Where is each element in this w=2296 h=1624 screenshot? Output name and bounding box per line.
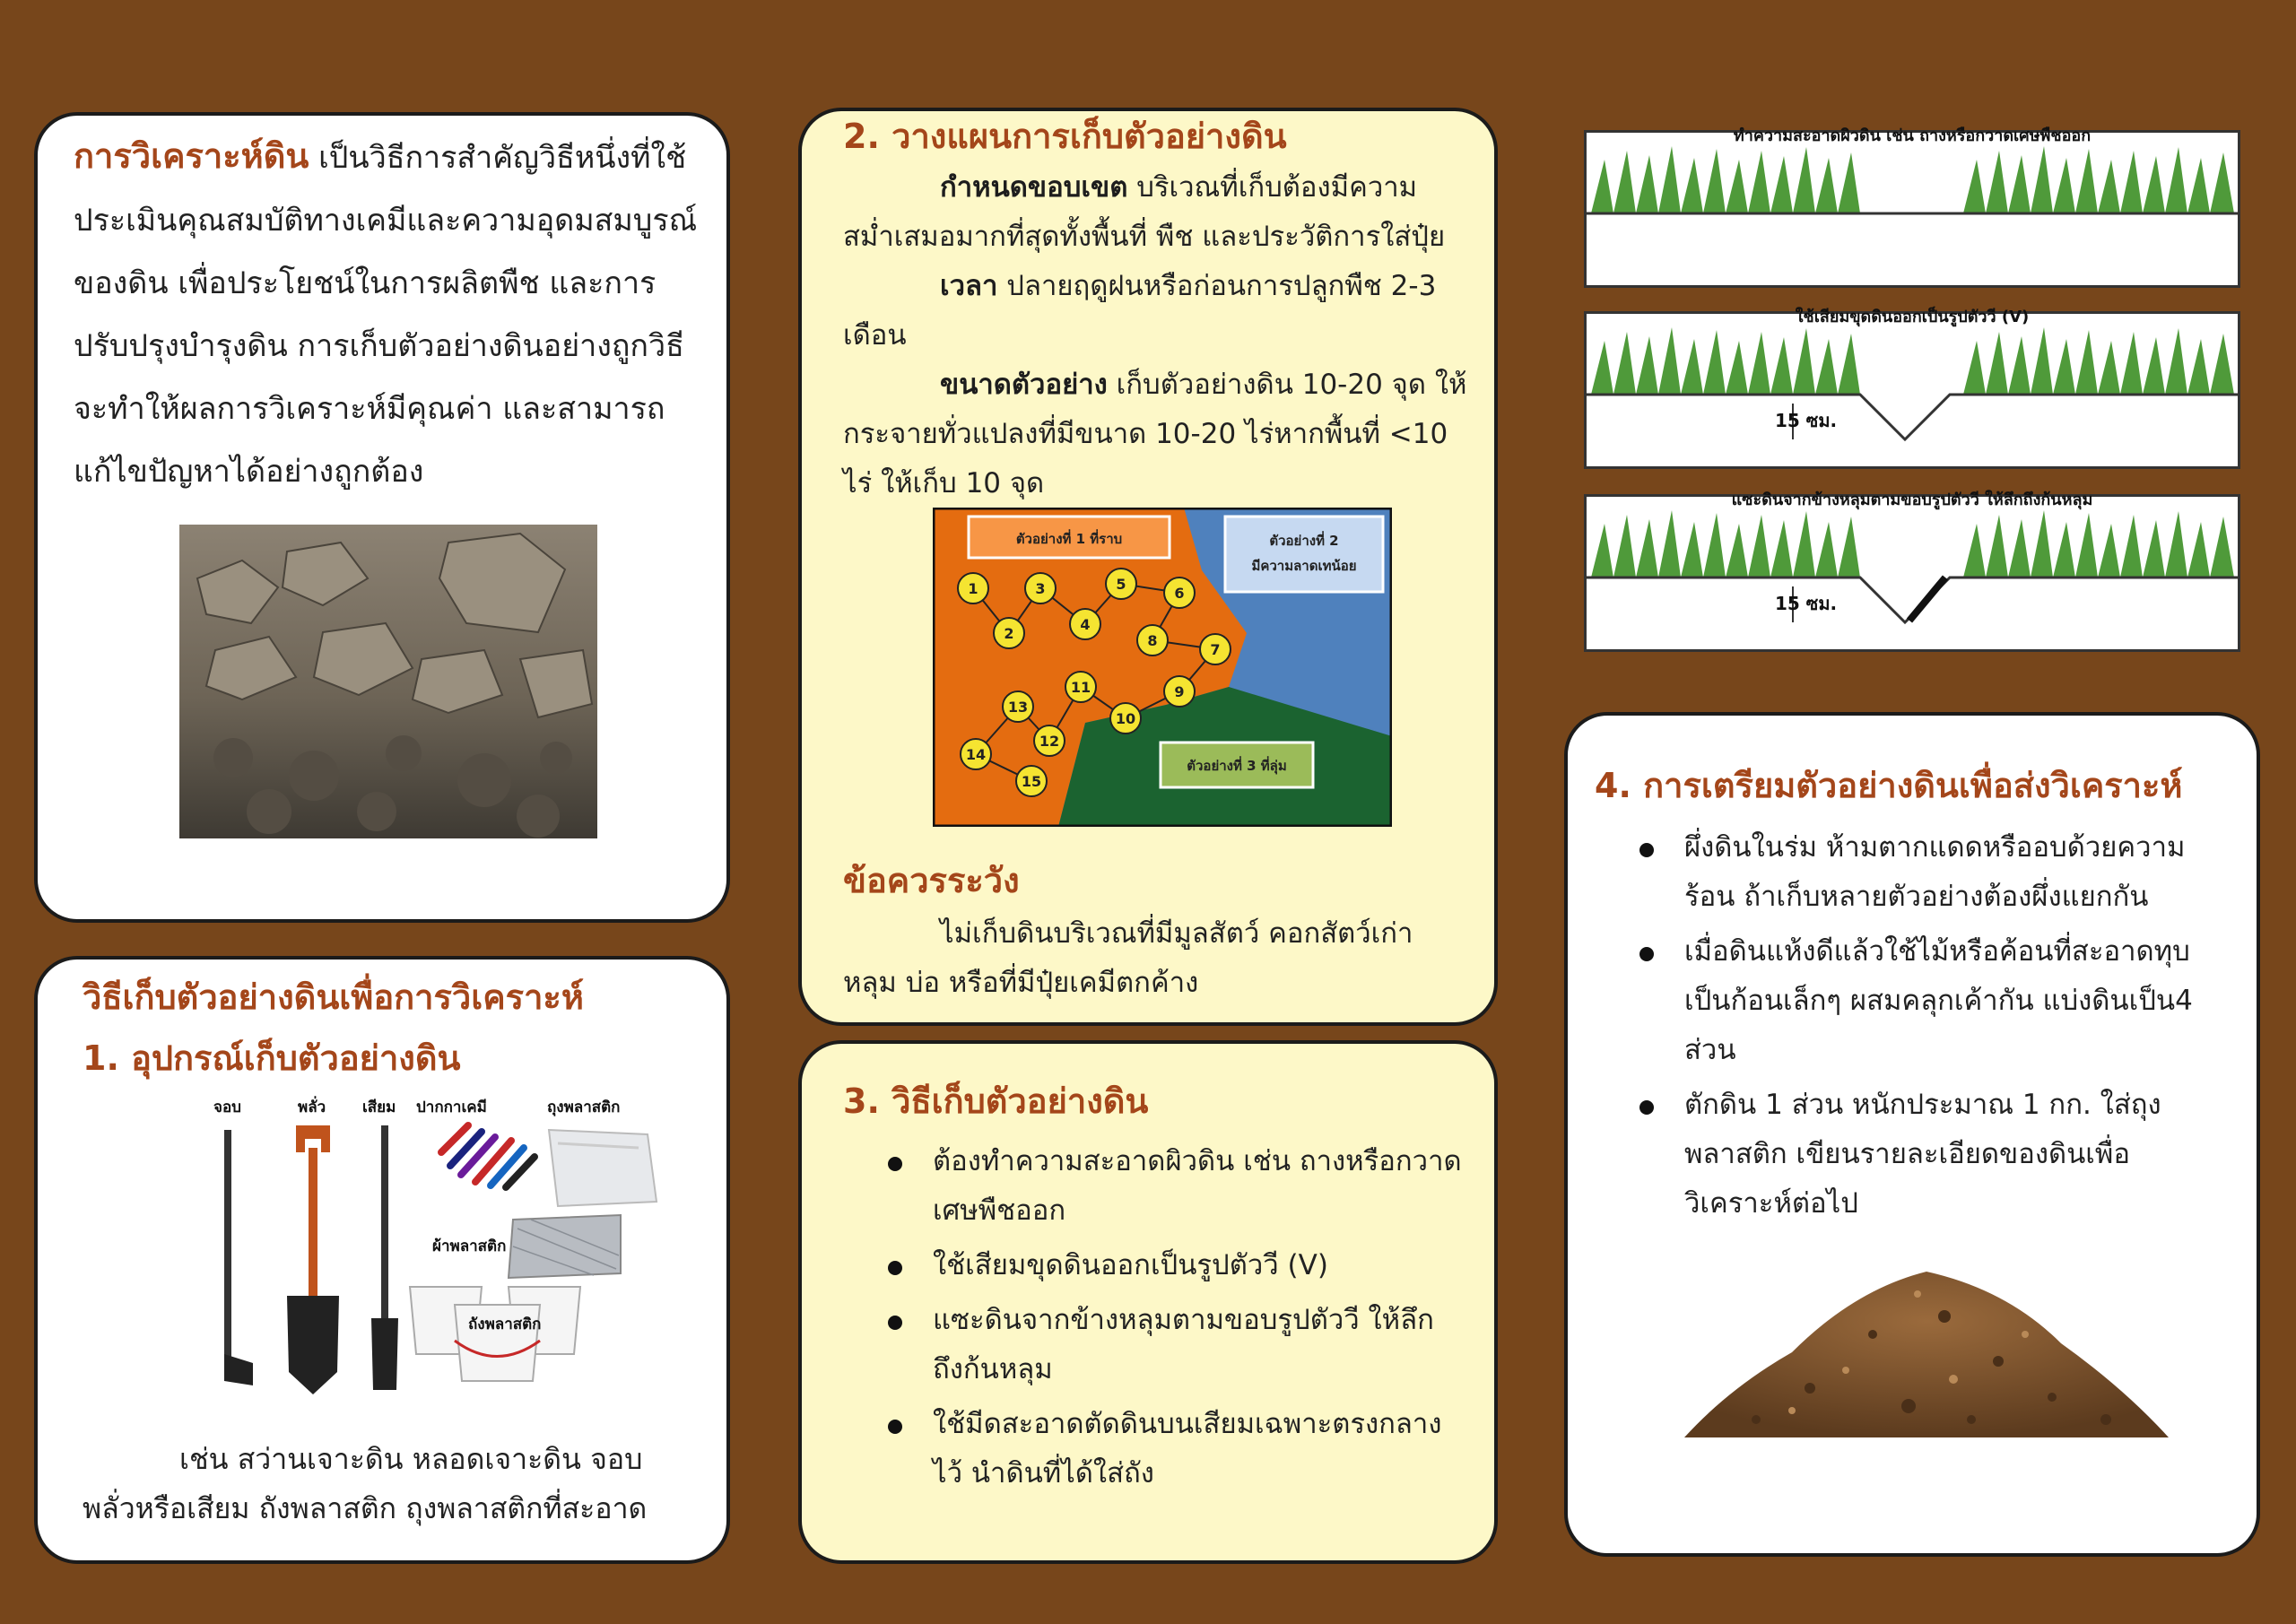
prepare-list — [1595, 823, 2222, 1234]
step-diagram-1 — [1584, 126, 2240, 288]
method-item: ใช้มีดสะอาดตัดดินบนเสียมเฉพาะตรงกลางไว้ นำดินที่ได้ใส่ถัง — [843, 1400, 1462, 1498]
point-label: 4 — [1080, 616, 1091, 633]
point-label: 14 — [965, 746, 987, 763]
point-label: 1 — [968, 580, 978, 597]
prepare-item: เมื่อดินแห้งดีแล้วใช้ไม้หรือค้อนที่สะอาดทุบเป็นก้อนเล็กๆ ผสมคลุกเค้ากัน แบ่งดินเป็น4 ส่วน — [1595, 927, 2222, 1075]
point-label: 11 — [1070, 679, 1091, 696]
method-item: ต้องทำความสะอาดผิวดิน เช่น ถางหรือกวาดเศษพืชออก — [843, 1137, 1462, 1236]
tool-label-bags: ถุงพลาสติก — [547, 1099, 621, 1116]
depth-label: 15 ซม. — [1775, 410, 1838, 431]
tool-label-bucket: ถังพลาสติก — [468, 1316, 542, 1333]
plan-card — [798, 108, 1498, 1026]
intro-term: การวิเคราะห์ดิน — [74, 136, 309, 176]
diagram-caption: แซะดินจากข้างหลุมตามขอบรูปตัววี ให้ลึกถึงก้นหลุม — [1731, 491, 2093, 509]
point-label: 3 — [1035, 580, 1046, 597]
diagram-caption: ทำความสะอาดผิวดิน เช่น ถางหรือกวาดเศษพืชออก — [1733, 126, 2092, 145]
method-heading: 3. วิธีเก็บตัวอย่างดิน — [843, 1081, 1149, 1121]
method-item: ใช้เสียมขุดดินออกเป็นรูปตัววี (V) — [843, 1241, 1462, 1290]
collect-text: เช่น สว่านเจาะดิน หลอดเจาะดิน จอบ พลั่วหรือเสียม ถังพลาสติก ถุงพลาสติกที่สะอาด — [83, 1442, 648, 1525]
step-diagram-2 — [1584, 308, 2240, 469]
caution-text: ไม่เก็บดินบริเวณที่มีมูลสัตว์ คอกสัตว์เก่า หลุม บ่อ หรือที่มีปุ๋ยเคมีตกค้าง — [843, 917, 1413, 999]
v-hole-illustration — [1587, 314, 2238, 466]
tool-label-spade: เสียม — [362, 1099, 396, 1116]
tool-label-sheet: ผ้าพลาสติก — [432, 1238, 507, 1255]
map-zone3-label: ตัวอย่างที่ 3 ที่ลุ่ม — [1187, 758, 1287, 774]
spade-cut-illustration — [1587, 497, 2238, 649]
collect-heading: วิธีเก็บตัวอย่างดินเพื่อการวิเคราะห์ — [83, 977, 584, 1017]
prepare-item: ตักดิน 1 ส่วน หนักประมาณ 1 กก. ใส่ถุงพลาสติก เขียนรายละเอียดของดินเพื่อวิเคราะห์ต่อไป — [1595, 1081, 2222, 1229]
caution-heading: ข้อควรระวัง — [843, 861, 1020, 900]
point-label: 12 — [1039, 733, 1060, 750]
method-list — [843, 1137, 1462, 1504]
diagram-caption: ใช้เสียมขุดดินออกเป็นรูปตัววี (V) — [1795, 308, 2030, 326]
prepare-item: ผึ่งดินในร่ม ห้ามตากแดดหรืออบด้วยความร้อน ถ้าเก็บหลายตัวอย่างต้องผึ่งแยกกัน — [1595, 823, 2222, 922]
depth-label: 15 ซม. — [1775, 593, 1838, 614]
intro-card — [34, 112, 730, 923]
soil-photo — [179, 525, 597, 838]
plan-heading: 2. วางแผนการเก็บตัวอย่างดิน — [843, 117, 1287, 156]
prepare-heading: 4. การเตรียมตัวอย่างดินเพื่อส่งวิเคราะห์ — [1595, 766, 2183, 805]
soil-pile-illustration — [1675, 1254, 2178, 1451]
intro-text: เป็นวิธีการสำคัญวิธีหนึ่งที่ใช้ประเมินคุณสมบัติทางเคมีและความอุดมสมบูรณ์ของดิน เพื่อประโยชน์ในการผลิตพืช และการปรับปรุงบำรุงดิน การเก็บตัวอย่างดินอย่างถูกวิธีจะทำให้ผลการวิเคราะห์มีคุณค่า และสามารถแก้ไขปัญหาได้อย่างถูกต้อง — [74, 140, 698, 490]
point-label: 8 — [1147, 632, 1158, 649]
collect-card — [34, 956, 730, 1564]
plan-item-scope: กำหนดขอบเขต บริเวณที่เก็บต้องมีความสม่ำเสมอมากที่สุดทั้งพื้นที่ พืช และประวัติการใส่ปุ๋ย — [843, 171, 1446, 253]
tool-label-shovel: พลั่ว — [298, 1099, 326, 1116]
map-zone1-label: ตัวอย่างที่ 1 ที่ราบ — [1015, 531, 1123, 547]
map-zone2-label-2: มีความลาดเทน้อย — [1251, 558, 1357, 574]
step-diagram-3 — [1584, 491, 2240, 652]
plan-item-size: ขนาดตัวอย่าง เก็บตัวอย่างดิน 10-20 จุด ให้กระจายทั่วแปลงที่มีขนาด 10-20 ไร่หากพื้นที่ <10 ไร่ ให้เก็บ 10 จุด — [843, 369, 1467, 499]
grass-illustration — [1587, 133, 2238, 285]
plan-item-time: เวลา ปลายฤดูฝนหรือก่อนการปลูกพืช 2-3 เดือน — [843, 270, 1437, 352]
point-label: 6 — [1174, 585, 1185, 602]
tool-label-marker: ปากกาเคมี — [416, 1099, 487, 1116]
plan-items — [843, 163, 1471, 508]
prepare-card — [1564, 712, 2260, 1557]
point-label: 13 — [1007, 699, 1029, 716]
point-label: 5 — [1116, 576, 1126, 593]
point-label: 9 — [1174, 683, 1185, 700]
point-label: 15 — [1021, 773, 1042, 790]
point-label: 7 — [1210, 641, 1221, 658]
collect-subheading: 1. อุปกรณ์เก็บตัวอย่างดิน — [83, 1038, 461, 1078]
intro-paragraph — [74, 125, 701, 503]
method-card — [798, 1040, 1498, 1564]
sampling-map — [933, 508, 1392, 827]
point-label: 2 — [1004, 625, 1014, 642]
map-zone2-label-1: ตัวอย่างที่ 2 — [1269, 533, 1339, 549]
method-item: แซะดินจากข้างหลุมตามขอบรูปตัววี ให้ลึกถึงก้นหลุม — [843, 1296, 1462, 1394]
tools-illustration — [172, 1085, 674, 1408]
tool-label-hoe: จอบ — [213, 1099, 241, 1116]
point-label: 10 — [1115, 710, 1136, 727]
